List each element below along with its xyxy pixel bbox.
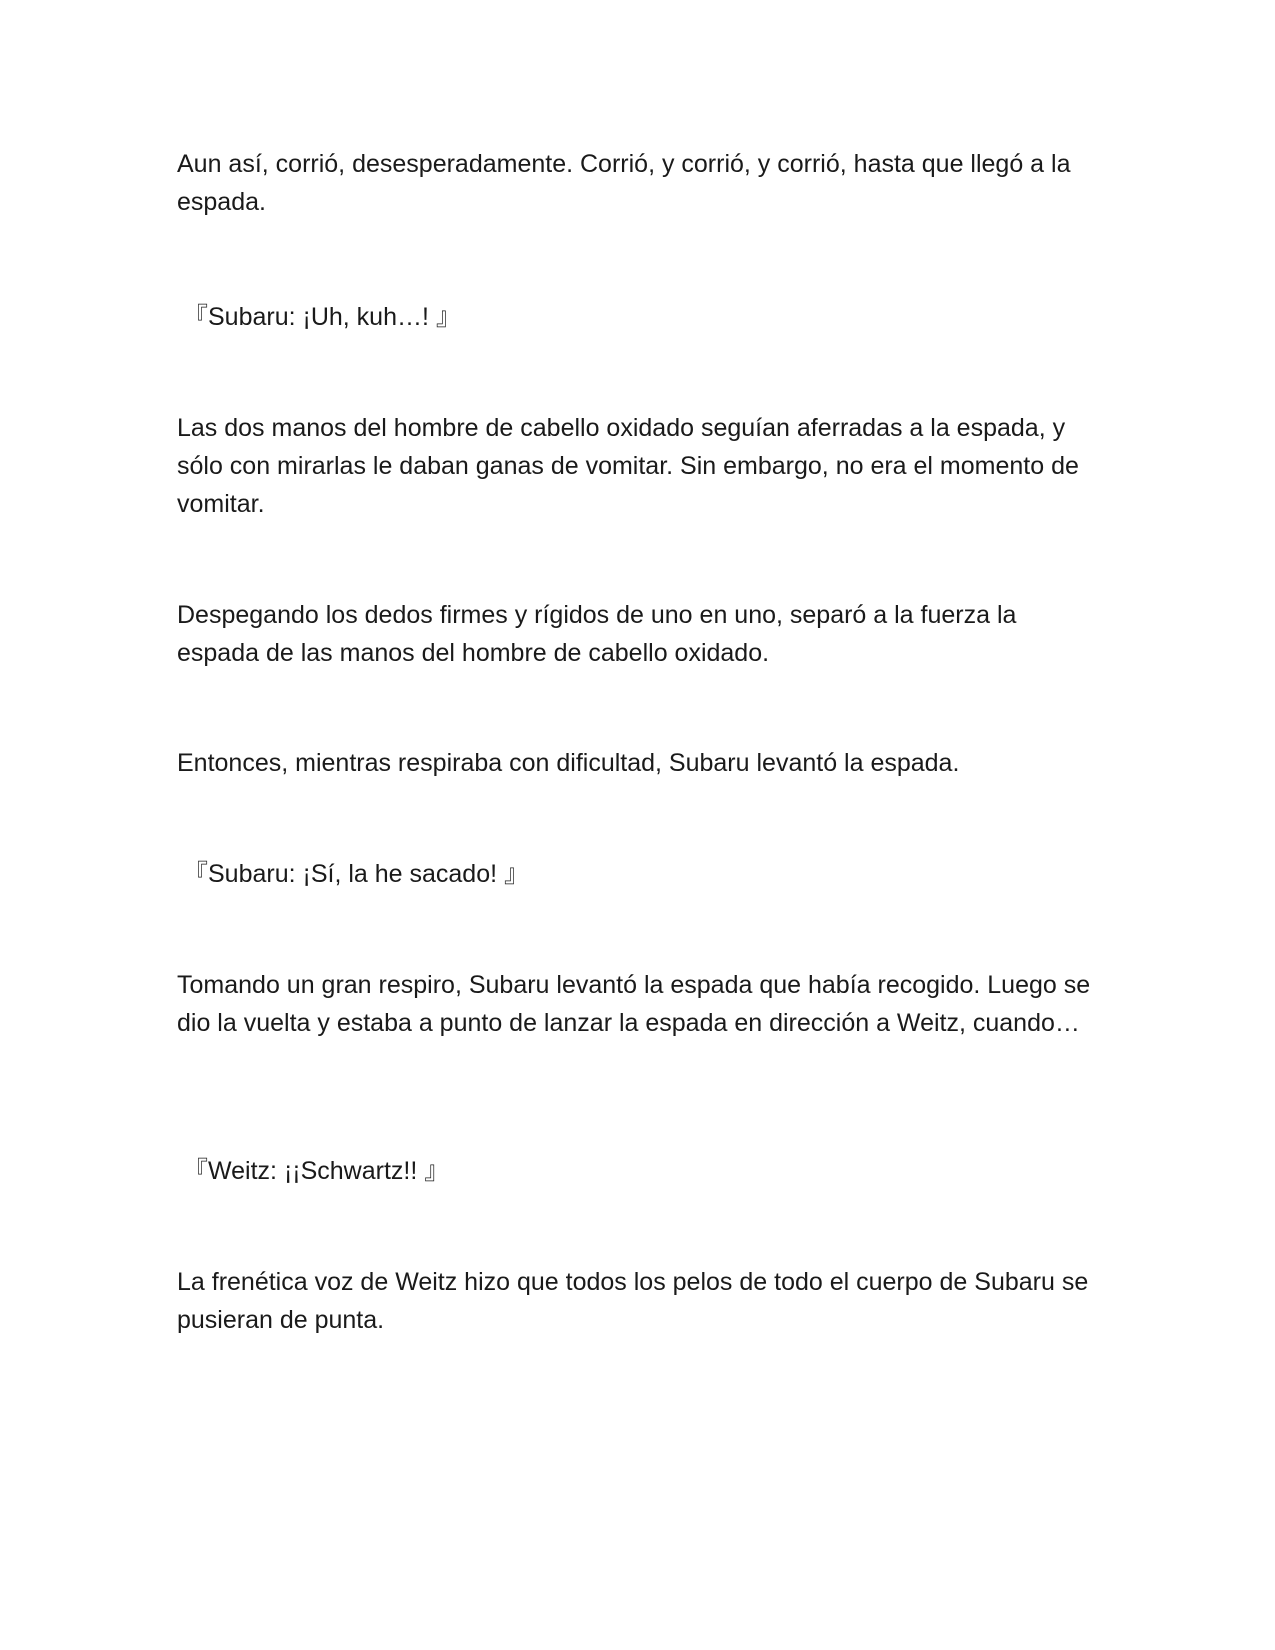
- paragraph-about-to-throw: Tomando un gran respiro, Subaru levantó la espada que había recogido. Luego se dio la vuelta y estaba a punto de lanzar la espada en dirección a Weitz, cuando…: [177, 971, 1091, 1037]
- dialogue-subaru-uh-kuh: 『Subaru: ¡Uh, kuh…! 』: [183, 303, 461, 331]
- paragraph-lifted-sword: Entonces, mientras respiraba con dificultad, Subaru levantó la espada.: [177, 749, 960, 777]
- dialogue-weitz-schwartz: 『Weitz: ¡¡Schwartz!! 』: [183, 1157, 450, 1185]
- dialogue-subaru-got-it: 『Subaru: ¡Sí, la he sacado! 』: [183, 860, 530, 888]
- paragraph-peeling-fingers: Despegando los dedos firmes y rígidos de uno en uno, separó a la fuerza la espada de las manos del hombre de cabello oxidado.: [177, 601, 1017, 667]
- paragraph-rusty-hair-man-hands: Las dos manos del hombre de cabello oxidado seguían aferradas a la espada, y sólo con mirarlas le daban ganas de vomitar. Sin embargo, no era el momento de vomitar.: [177, 414, 1079, 518]
- paragraph-frantic-voice: La frenética voz de Weitz hizo que todos los pelos de todo el cuerpo de Subaru se pusieran de punta.: [177, 1268, 1089, 1334]
- paragraph-ran-to-sword: Aun así, corrió, desesperadamente. Corrió, y corrió, y corrió, hasta que llegó a la espada.: [177, 150, 1071, 216]
